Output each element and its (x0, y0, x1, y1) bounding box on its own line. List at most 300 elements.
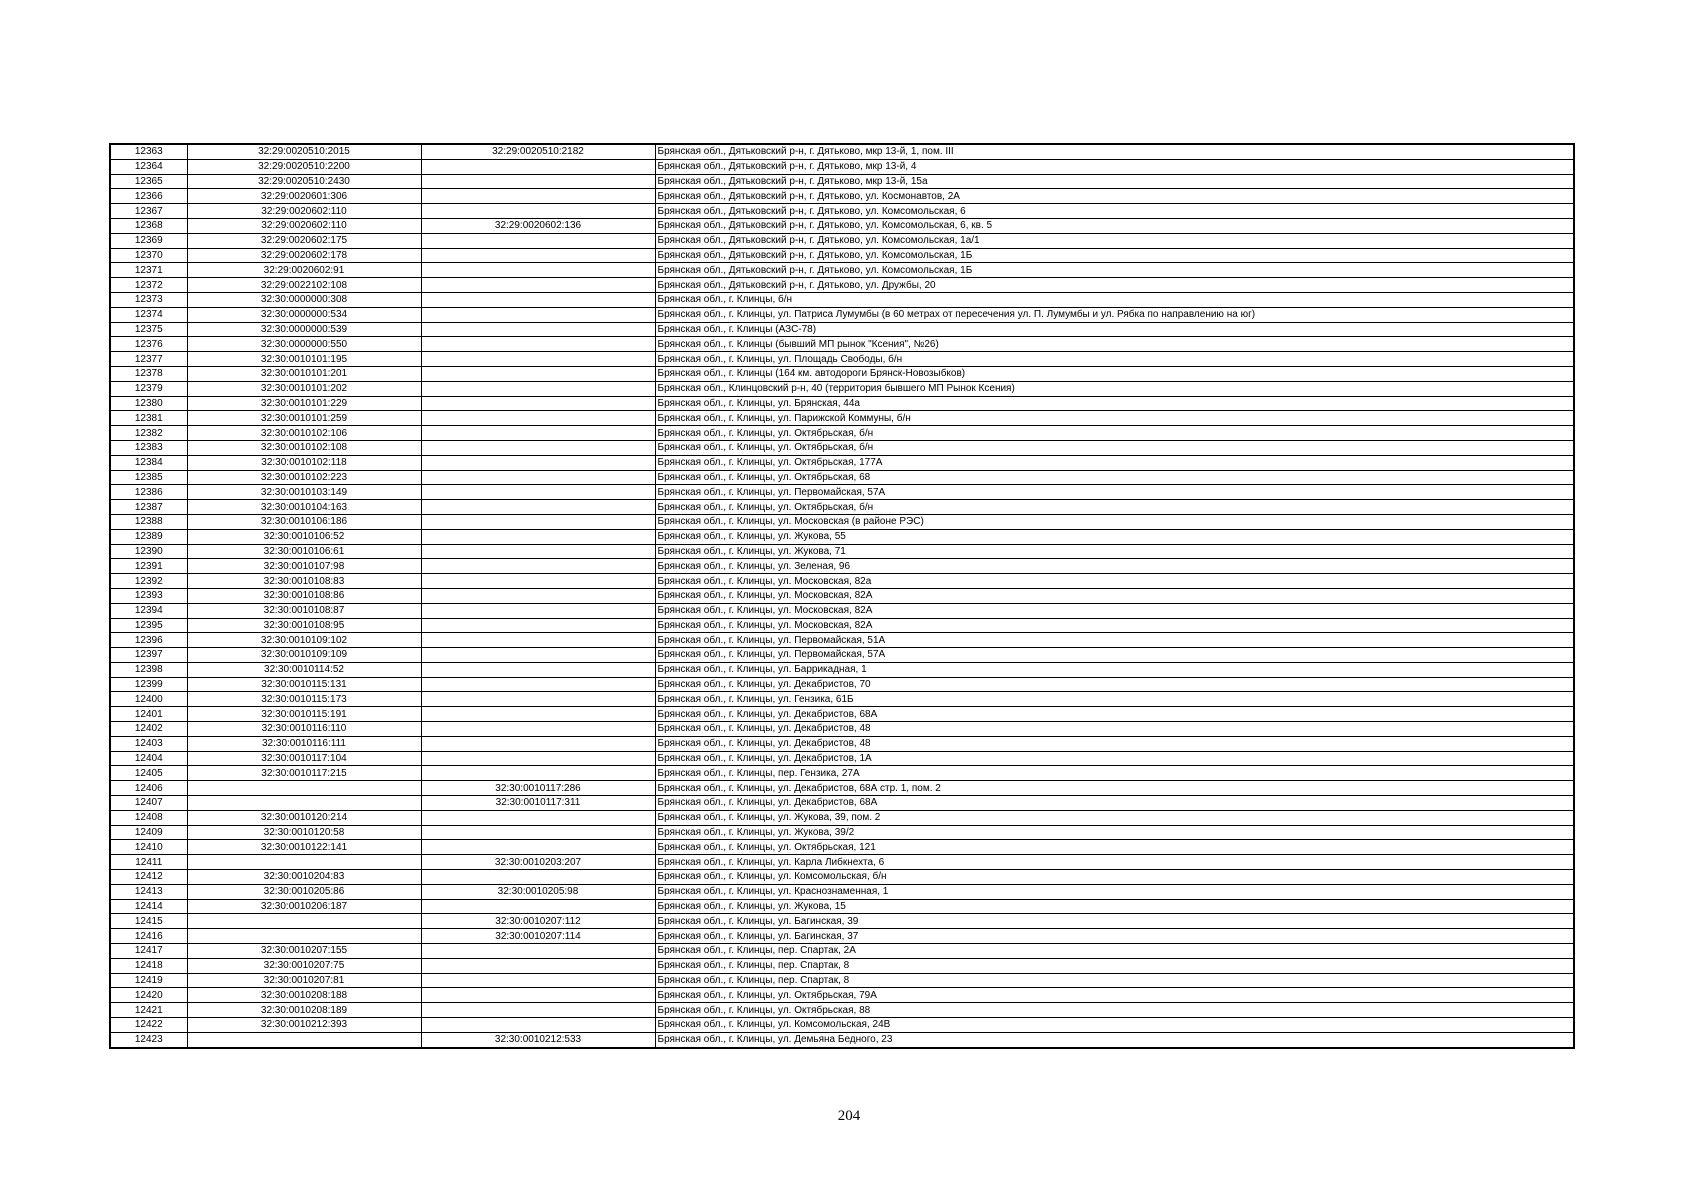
address-cell: Брянская обл., г. Клинцы, ул. Октябрьская, 88 (655, 1003, 1574, 1018)
premises-cadastral-number-cell: 32:30:0010207:112 (421, 914, 655, 929)
premises-cadastral-number-cell (421, 944, 655, 959)
cadastral-number-cell (187, 929, 421, 944)
table-row (110, 914, 1574, 929)
premises-cadastral-number-cell (421, 189, 655, 204)
table-row (110, 529, 1574, 544)
premises-cadastral-number-cell (421, 500, 655, 515)
cadastral-number-cell: 32:30:0010109:109 (187, 648, 421, 663)
address-cell: Брянская обл., Дятьковский р-н, г. Дятьково, ул. Комсомольская, 1Б (655, 248, 1574, 263)
address-cell: Брянская обл., г. Клинцы, ул. Декабристов, 48 (655, 736, 1574, 751)
address-cell: Брянская обл., г. Клинцы, ул. Московская, 82А (655, 618, 1574, 633)
row-number-cell: 12367 (110, 204, 187, 219)
premises-cadastral-number-cell (421, 159, 655, 174)
table-row (110, 455, 1574, 470)
cadastral-number-cell: 32:30:0010116:111 (187, 736, 421, 751)
page-number: 204 (837, 1108, 861, 1124)
row-number-cell: 12401 (110, 707, 187, 722)
row-number-cell: 12412 (110, 870, 187, 885)
premises-cadastral-number-cell (421, 278, 655, 293)
premises-cadastral-number-cell (421, 692, 655, 707)
cadastral-number-cell: 32:30:0010115:191 (187, 707, 421, 722)
address-cell: Брянская обл., г. Клинцы (бывший МП рынок "Ксения", №26) (655, 337, 1574, 352)
table-row (110, 988, 1574, 1003)
row-number-cell: 12389 (110, 529, 187, 544)
cadastral-number-cell: 32:30:0010106:186 (187, 514, 421, 529)
address-cell: Брянская обл., г. Клинцы, ул. Парижской Коммуны, б/н (655, 411, 1574, 426)
cadastral-number-cell (187, 855, 421, 870)
cadastral-number-cell: 32:30:0010122:141 (187, 840, 421, 855)
address-cell: Брянская обл., г. Клинцы, ул. Патриса Лумумбы (в 60 метрах от пересечения ул. П. Лумумбы и ул. Рябка по направлению на юг) (655, 307, 1574, 322)
address-cell: Брянская обл., г. Клинцы (АЗС-78) (655, 322, 1574, 337)
table-row (110, 411, 1574, 426)
row-number-cell: 12406 (110, 781, 187, 796)
address-cell: Брянская обл., г. Клинцы, ул. Первомайская, 51А (655, 633, 1574, 648)
table-row (110, 633, 1574, 648)
table-row (110, 263, 1574, 278)
row-number-cell: 12399 (110, 677, 187, 692)
table-row (110, 1032, 1574, 1047)
table-row (110, 929, 1574, 944)
cadastral-number-cell: 32:30:0010117:104 (187, 751, 421, 766)
address-cell: Брянская обл., г. Клинцы, ул. Карла Либкнехта, 6 (655, 855, 1574, 870)
row-number-cell: 12402 (110, 722, 187, 737)
address-cell: Брянская обл., г. Клинцы, ул. Брянская, 44а (655, 396, 1574, 411)
premises-cadastral-number-cell (421, 337, 655, 352)
table-row (110, 1018, 1574, 1033)
table-row (110, 144, 1574, 159)
table-row (110, 159, 1574, 174)
table-row (110, 736, 1574, 751)
row-number-cell: 12392 (110, 574, 187, 589)
row-number-cell: 12384 (110, 455, 187, 470)
row-number-cell: 12400 (110, 692, 187, 707)
premises-cadastral-number-cell (421, 263, 655, 278)
cadastral-number-cell: 32:29:0020510:2430 (187, 174, 421, 189)
premises-cadastral-number-cell (421, 840, 655, 855)
premises-cadastral-number-cell (421, 455, 655, 470)
address-cell: Брянская обл., г. Клинцы, ул. Жукова, 55 (655, 529, 1574, 544)
address-cell: Брянская обл., г. Клинцы, ул. Московская, 82А (655, 588, 1574, 603)
cadastral-number-cell: 32:30:0010108:95 (187, 618, 421, 633)
address-cell: Брянская обл., г. Клинцы, ул. Декабристов, 68А стр. 1, пом. 2 (655, 781, 1574, 796)
address-cell: Брянская обл., Дятьковский р-н, г. Дятьково, ул. Комсомольская, 1а/1 (655, 233, 1574, 248)
cadastral-number-cell: 32:29:0020602:178 (187, 248, 421, 263)
cadastral-number-cell: 32:29:0020602:175 (187, 233, 421, 248)
cadastral-number-cell: 32:30:0010205:86 (187, 884, 421, 899)
premises-cadastral-number-cell (421, 870, 655, 885)
cadastral-number-cell: 32:30:0010115:173 (187, 692, 421, 707)
address-cell: Брянская обл., г. Клинцы, ул. Октябрьская, б/н (655, 500, 1574, 515)
row-number-cell: 12423 (110, 1032, 187, 1047)
table-row (110, 574, 1574, 589)
table-row (110, 603, 1574, 618)
premises-cadastral-number-cell: 32:30:0010207:114 (421, 929, 655, 944)
premises-cadastral-number-cell (421, 618, 655, 633)
cadastral-number-cell: 32:30:0010102:106 (187, 426, 421, 441)
table-row (110, 855, 1574, 870)
cadastral-number-cell: 32:30:0010101:259 (187, 411, 421, 426)
cadastral-number-cell: 32:30:0010116:110 (187, 722, 421, 737)
cadastral-number-cell: 32:30:0010120:214 (187, 810, 421, 825)
table-row (110, 722, 1574, 737)
address-cell: Брянская обл., г. Клинцы, ул. Декабристов, 48 (655, 722, 1574, 737)
row-number-cell: 12368 (110, 218, 187, 233)
cadastral-number-cell: 32:30:0010115:131 (187, 677, 421, 692)
table-row (110, 440, 1574, 455)
row-number-cell: 12422 (110, 1018, 187, 1033)
premises-cadastral-number-cell (421, 648, 655, 663)
cadastral-number-cell: 32:30:0010120:58 (187, 825, 421, 840)
premises-cadastral-number-cell (421, 174, 655, 189)
address-cell: Брянская обл., г. Клинцы, ул. Декабристов, 70 (655, 677, 1574, 692)
row-number-cell: 12420 (110, 988, 187, 1003)
row-number-cell: 12388 (110, 514, 187, 529)
premises-cadastral-number-cell (421, 322, 655, 337)
cadastral-number-cell: 32:30:0010101:201 (187, 366, 421, 381)
premises-cadastral-number-cell (421, 633, 655, 648)
address-cell: Брянская обл., г. Клинцы, ул. Жукова, 71 (655, 544, 1574, 559)
table-row (110, 870, 1574, 885)
cadastral-number-cell: 32:30:0010207:81 (187, 973, 421, 988)
cadastral-number-cell: 32:30:0010207:155 (187, 944, 421, 959)
table-row (110, 381, 1574, 396)
address-cell: Брянская обл., г. Клинцы (164 км. автодороги Брянск-Новозыбков) (655, 366, 1574, 381)
row-number-cell: 12380 (110, 396, 187, 411)
premises-cadastral-number-cell (421, 233, 655, 248)
address-cell: Брянская обл., г. Клинцы, ул. Багинская, 39 (655, 914, 1574, 929)
cadastral-number-cell: 32:30:0010107:98 (187, 559, 421, 574)
premises-cadastral-number-cell (421, 677, 655, 692)
address-cell: Брянская обл., Клинцовский р-н, 40 (территория бывшего МП Рынок Ксения) (655, 381, 1574, 396)
cadastral-number-cell: 32:30:0010103:149 (187, 485, 421, 500)
premises-cadastral-number-cell (421, 426, 655, 441)
cadastral-number-cell: 32:30:0010212:393 (187, 1018, 421, 1033)
cadastral-number-cell: 32:30:0010102:118 (187, 455, 421, 470)
address-cell: Брянская обл., г. Клинцы, ул. Жукова, 15 (655, 899, 1574, 914)
table-row (110, 766, 1574, 781)
address-cell: Брянская обл., г. Клинцы, ул. Площадь Свободы, б/н (655, 352, 1574, 367)
premises-cadastral-number-cell (421, 751, 655, 766)
address-cell: Брянская обл., г. Клинцы, ул. Московская, 82а (655, 574, 1574, 589)
address-cell: Брянская обл., г. Клинцы, ул. Декабристов, 1А (655, 751, 1574, 766)
address-cell: Брянская обл., Дятьковский р-н, г. Дятьково, ул. Комсомольская, 6 (655, 204, 1574, 219)
cadastral-number-cell: 32:30:0010114:52 (187, 662, 421, 677)
address-cell: Брянская обл., г. Клинцы, ул. Октябрьская, 79А (655, 988, 1574, 1003)
premises-cadastral-number-cell (421, 440, 655, 455)
row-number-cell: 12377 (110, 352, 187, 367)
row-number-cell: 12366 (110, 189, 187, 204)
table-row (110, 544, 1574, 559)
premises-cadastral-number-cell (421, 988, 655, 1003)
premises-cadastral-number-cell (421, 736, 655, 751)
premises-cadastral-number-cell (421, 574, 655, 589)
table-row (110, 899, 1574, 914)
table-row (110, 248, 1574, 263)
table-row (110, 973, 1574, 988)
address-cell: Брянская обл., г. Клинцы, ул. Декабристов, 68А (655, 796, 1574, 811)
cadastral-number-cell: 32:29:0022102:108 (187, 278, 421, 293)
row-number-cell: 12414 (110, 899, 187, 914)
row-number-cell: 12371 (110, 263, 187, 278)
address-cell: Брянская обл., г. Клинцы, ул. Зеленая, 96 (655, 559, 1574, 574)
row-number-cell: 12413 (110, 884, 187, 899)
row-number-cell: 12391 (110, 559, 187, 574)
row-number-cell: 12403 (110, 736, 187, 751)
address-cell: Брянская обл., г. Клинцы, ул. Октябрьская, 68 (655, 470, 1574, 485)
premises-cadastral-number-cell (421, 707, 655, 722)
table-row (110, 514, 1574, 529)
cadastral-number-cell: 32:30:0010101:202 (187, 381, 421, 396)
table-row (110, 692, 1574, 707)
table-row (110, 366, 1574, 381)
table-row (110, 751, 1574, 766)
row-number-cell: 12415 (110, 914, 187, 929)
cadastral-number-cell: 32:30:0010102:108 (187, 440, 421, 455)
cadastral-number-cell: 32:30:0010106:61 (187, 544, 421, 559)
table-row (110, 396, 1574, 411)
cadastral-number-cell: 32:30:0010109:102 (187, 633, 421, 648)
row-number-cell: 12378 (110, 366, 187, 381)
cadastral-number-cell: 32:30:0000000:534 (187, 307, 421, 322)
address-cell: Брянская обл., г. Клинцы, ул. Баррикадная, 1 (655, 662, 1574, 677)
address-cell: Брянская обл., Дятьковский р-н, г. Дятьково, ул. Комсомольская, 1Б (655, 263, 1574, 278)
cadastral-number-cell (187, 796, 421, 811)
premises-cadastral-number-cell (421, 825, 655, 840)
table-row (110, 810, 1574, 825)
cadastral-number-cell: 32:29:0020510:2200 (187, 159, 421, 174)
row-number-cell: 12381 (110, 411, 187, 426)
row-number-cell: 12373 (110, 292, 187, 307)
row-number-cell: 12398 (110, 662, 187, 677)
address-cell: Брянская обл., г. Клинцы, ул. Октябрьская, б/н (655, 426, 1574, 441)
premises-cadastral-number-cell: 32:30:0010117:286 (421, 781, 655, 796)
address-cell: Брянская обл., г. Клинцы, ул. Московская, 82А (655, 603, 1574, 618)
premises-cadastral-number-cell (421, 529, 655, 544)
premises-cadastral-number-cell (421, 559, 655, 574)
address-cell: Брянская обл., г. Клинцы, ул. Декабристов, 68А (655, 707, 1574, 722)
premises-cadastral-number-cell (421, 588, 655, 603)
registry-table (109, 143, 1575, 1049)
address-cell: Брянская обл., г. Клинцы, ул. Первомайская, 57А (655, 485, 1574, 500)
row-number-cell: 12363 (110, 144, 187, 159)
table-row (110, 218, 1574, 233)
premises-cadastral-number-cell (421, 411, 655, 426)
row-number-cell: 12418 (110, 958, 187, 973)
premises-cadastral-number-cell (421, 1018, 655, 1033)
row-number-cell: 12421 (110, 1003, 187, 1018)
cadastral-number-cell: 32:29:0020510:2015 (187, 144, 421, 159)
cadastral-number-cell: 32:30:0010117:215 (187, 766, 421, 781)
registry-table-body (110, 144, 1574, 1048)
row-number-cell: 12370 (110, 248, 187, 263)
premises-cadastral-number-cell: 32:30:0010203:207 (421, 855, 655, 870)
table-row (110, 707, 1574, 722)
cadastral-number-cell: 32:30:0010208:189 (187, 1003, 421, 1018)
premises-cadastral-number-cell (421, 958, 655, 973)
table-row (110, 278, 1574, 293)
cadastral-number-cell: 32:30:0000000:550 (187, 337, 421, 352)
cadastral-number-cell (187, 781, 421, 796)
table-row (110, 352, 1574, 367)
premises-cadastral-number-cell (421, 485, 655, 500)
address-cell: Брянская обл., г. Клинцы, пер. Спартак, 8 (655, 973, 1574, 988)
address-cell: Брянская обл., г. Клинцы, ул. Демьяна Бедного, 23 (655, 1032, 1574, 1047)
premises-cadastral-number-cell (421, 603, 655, 618)
address-cell: Брянская обл., г. Клинцы, пер. Гензика, 27А (655, 766, 1574, 781)
cadastral-number-cell (187, 1032, 421, 1047)
row-number-cell: 12419 (110, 973, 187, 988)
table-row (110, 781, 1574, 796)
address-cell: Брянская обл., г. Клинцы, ул. Октябрьская, 177А (655, 455, 1574, 470)
address-cell: Брянская обл., г. Клинцы, ул. Октябрьская, 121 (655, 840, 1574, 855)
row-number-cell: 12372 (110, 278, 187, 293)
table-row (110, 618, 1574, 633)
table-row (110, 500, 1574, 515)
address-cell: Брянская обл., г. Клинцы, ул. Первомайская, 57А (655, 648, 1574, 663)
cadastral-number-cell: 32:30:0010207:75 (187, 958, 421, 973)
row-number-cell: 12410 (110, 840, 187, 855)
premises-cadastral-number-cell: 32:30:0010205:98 (421, 884, 655, 899)
cadastral-number-cell: 32:30:0010108:86 (187, 588, 421, 603)
cadastral-number-cell: 32:29:0020602:91 (187, 263, 421, 278)
premises-cadastral-number-cell (421, 381, 655, 396)
cadastral-number-cell: 32:29:0020602:110 (187, 218, 421, 233)
premises-cadastral-number-cell (421, 722, 655, 737)
table-row (110, 559, 1574, 574)
row-number-cell: 12411 (110, 855, 187, 870)
premises-cadastral-number-cell (421, 514, 655, 529)
address-cell: Брянская обл., г. Клинцы, ул. Комсомольская, 24В (655, 1018, 1574, 1033)
premises-cadastral-number-cell (421, 248, 655, 263)
premises-cadastral-number-cell (421, 544, 655, 559)
table-row (110, 337, 1574, 352)
row-number-cell: 12409 (110, 825, 187, 840)
premises-cadastral-number-cell: 32:30:0010117:311 (421, 796, 655, 811)
table-row (110, 958, 1574, 973)
address-cell: Брянская обл., Дятьковский р-н, г. Дятьково, ул. Комсомольская, 6, кв. 5 (655, 218, 1574, 233)
premises-cadastral-number-cell (421, 662, 655, 677)
premises-cadastral-number-cell (421, 899, 655, 914)
table-row (110, 307, 1574, 322)
row-number-cell: 12379 (110, 381, 187, 396)
cadastral-number-cell: 32:30:0010208:188 (187, 988, 421, 1003)
row-number-cell: 12395 (110, 618, 187, 633)
cadastral-number-cell (187, 914, 421, 929)
row-number-cell: 12417 (110, 944, 187, 959)
row-number-cell: 12394 (110, 603, 187, 618)
address-cell: Брянская обл., г. Клинцы, ул. Жукова, 39, пом. 2 (655, 810, 1574, 825)
table-row (110, 825, 1574, 840)
table-row (110, 485, 1574, 500)
row-number-cell: 12375 (110, 322, 187, 337)
cadastral-number-cell: 32:30:0010104:163 (187, 500, 421, 515)
address-cell: Брянская обл., Дятьковский р-н, г. Дятьково, мкр 13-й, 1, пом. III (655, 144, 1574, 159)
address-cell: Брянская обл., г. Клинцы, пер. Спартак, 8 (655, 958, 1574, 973)
table-row (110, 648, 1574, 663)
row-number-cell: 12408 (110, 810, 187, 825)
table-row (110, 840, 1574, 855)
address-cell: Брянская обл., г. Клинцы, пер. Спартак, 2А (655, 944, 1574, 959)
table-row (110, 677, 1574, 692)
table-row (110, 662, 1574, 677)
premises-cadastral-number-cell (421, 810, 655, 825)
cadastral-number-cell: 32:30:0010108:83 (187, 574, 421, 589)
row-number-cell: 12374 (110, 307, 187, 322)
row-number-cell: 12393 (110, 588, 187, 603)
premises-cadastral-number-cell: 32:29:0020510:2182 (421, 144, 655, 159)
table-row (110, 174, 1574, 189)
row-number-cell: 12396 (110, 633, 187, 648)
premises-cadastral-number-cell (421, 766, 655, 781)
row-number-cell: 12397 (110, 648, 187, 663)
address-cell: Брянская обл., г. Клинцы, ул. Гензика, 61Б (655, 692, 1574, 707)
cadastral-number-cell: 32:30:0000000:539 (187, 322, 421, 337)
row-number-cell: 12387 (110, 500, 187, 515)
table-row (110, 292, 1574, 307)
row-number-cell: 12385 (110, 470, 187, 485)
address-cell: Брянская обл., Дятьковский р-н, г. Дятьково, ул. Космонавтов, 2А (655, 189, 1574, 204)
premises-cadastral-number-cell: 32:30:0010212:533 (421, 1032, 655, 1047)
table-row (110, 233, 1574, 248)
cadastral-number-cell: 32:30:0010106:52 (187, 529, 421, 544)
premises-cadastral-number-cell (421, 470, 655, 485)
row-number-cell: 12405 (110, 766, 187, 781)
row-number-cell: 12365 (110, 174, 187, 189)
row-number-cell: 12416 (110, 929, 187, 944)
cadastral-number-cell: 32:29:0020601:306 (187, 189, 421, 204)
row-number-cell: 12390 (110, 544, 187, 559)
address-cell: Брянская обл., г. Клинцы, ул. Краснознаменная, 1 (655, 884, 1574, 899)
table-row (110, 588, 1574, 603)
cadastral-number-cell: 32:29:0020602:110 (187, 204, 421, 219)
cadastral-number-cell: 32:30:0010204:83 (187, 870, 421, 885)
premises-cadastral-number-cell (421, 292, 655, 307)
row-number-cell: 12386 (110, 485, 187, 500)
premises-cadastral-number-cell (421, 366, 655, 381)
cadastral-number-cell: 32:30:0010101:195 (187, 352, 421, 367)
premises-cadastral-number-cell (421, 352, 655, 367)
row-number-cell: 12376 (110, 337, 187, 352)
cadastral-number-cell: 32:30:0010102:223 (187, 470, 421, 485)
cadastral-number-cell: 32:30:0010108:87 (187, 603, 421, 618)
premises-cadastral-number-cell (421, 396, 655, 411)
address-cell: Брянская обл., г. Клинцы, ул. Жукова, 39/2 (655, 825, 1574, 840)
table-row (110, 470, 1574, 485)
premises-cadastral-number-cell (421, 204, 655, 219)
address-cell: Брянская обл., г. Клинцы, ул. Багинская, 37 (655, 929, 1574, 944)
table-row (110, 189, 1574, 204)
cadastral-number-cell: 32:30:0010101:229 (187, 396, 421, 411)
row-number-cell: 12382 (110, 426, 187, 441)
address-cell: Брянская обл., г. Клинцы, б/н (655, 292, 1574, 307)
table-row (110, 322, 1574, 337)
cadastral-number-cell: 32:30:0000000:308 (187, 292, 421, 307)
table-row (110, 204, 1574, 219)
cadastral-number-cell: 32:30:0010206:187 (187, 899, 421, 914)
premises-cadastral-number-cell (421, 973, 655, 988)
address-cell: Брянская обл., г. Клинцы, ул. Московская (в районе РЭС) (655, 514, 1574, 529)
premises-cadastral-number-cell: 32:29:0020602:136 (421, 218, 655, 233)
row-number-cell: 12404 (110, 751, 187, 766)
address-cell: Брянская обл., Дятьковский р-н, г. Дятьково, ул. Дружбы, 20 (655, 278, 1574, 293)
row-number-cell: 12364 (110, 159, 187, 174)
row-number-cell: 12407 (110, 796, 187, 811)
address-cell: Брянская обл., Дятьковский р-н, г. Дятьково, мкр 13-й, 15а (655, 174, 1574, 189)
row-number-cell: 12369 (110, 233, 187, 248)
premises-cadastral-number-cell (421, 1003, 655, 1018)
table-row (110, 884, 1574, 899)
address-cell: Брянская обл., г. Клинцы, ул. Октябрьская, б/н (655, 440, 1574, 455)
